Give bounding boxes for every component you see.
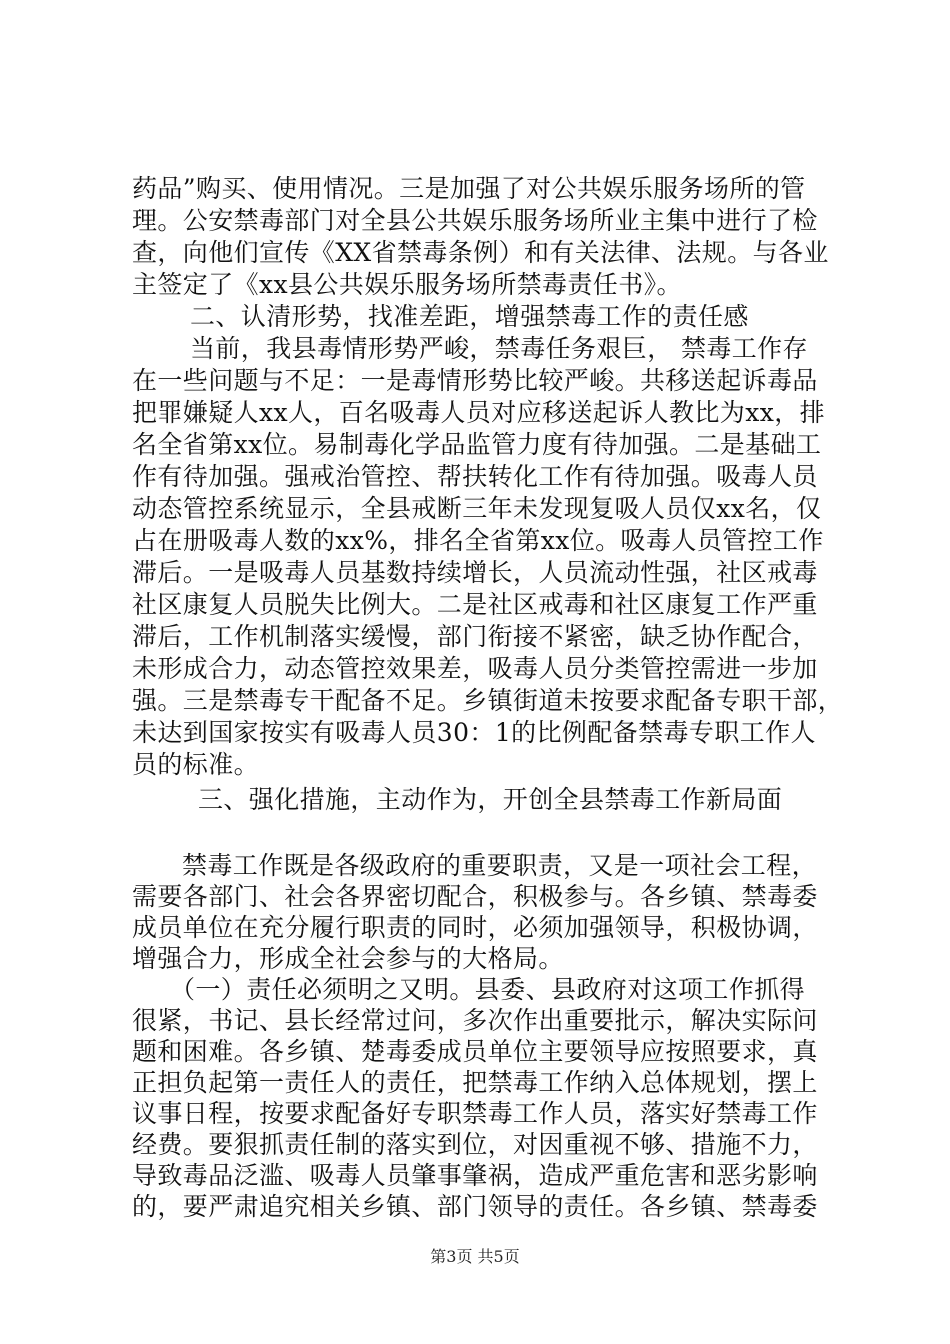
text-line: 在一些问题与不足：一是毒情形势比较严峻。共移送起诉毒品 <box>132 366 818 395</box>
text-line: 经费。要狠抓责任制的落实到位，对因重视不够、措施不力， <box>132 1130 818 1159</box>
text-line: （一）责任必须明之又明。县委、县政府对这项工作抓得 <box>170 975 806 1004</box>
text-line: 药品”购买、使用情况。三是加强了对公共娱乐服务场所的管 <box>132 174 806 203</box>
text-line: 主签定了《xx县公共娱乐服务场所禁毒责任书》。 <box>132 270 682 299</box>
text-line: 未达到国家按实有吸毒人员30：1的比例配备禁毒专职工作人 <box>132 718 816 747</box>
text-line: 查，向他们宣传《XX省禁毒条例）和有关法律、法规。与各业 <box>132 238 829 267</box>
text-line: 滞后。一是吸毒人员基数持续增长，人员流动性强，社区戒毒 <box>132 558 818 587</box>
text-line: 当前，我县毒情形势严峻，禁毒任务艰巨， 禁毒工作存 <box>190 334 808 363</box>
text-line: 未形成合力，动态管控效果差，吸毒人员分类管控需进一步加 <box>132 654 818 683</box>
text-line: 占在册吸毒人数的xx%，排名全省第xx位。吸毒人员管控工作 <box>132 526 824 555</box>
text-line: 滞后，工作机制落实缓慢，部门衔接不紧密，缺乏协作配合， <box>132 622 818 651</box>
section-heading: 三、强化措施，主动作为，开创全县禁毒工作新局面 <box>198 785 783 814</box>
text-line: 动态管控系统显示，全县戒断三年未发现复吸人员仅xx名，仅 <box>132 494 822 523</box>
text-line: 题和困难。各乡镇、楚毒委成员单位主要领导应按照要求，真 <box>132 1037 818 1066</box>
text-line: 禁毒工作既是各级政府的重要职责，又是一项社会工程， <box>182 851 818 880</box>
text-line: 作有待加强。强戒治管控、帮扶转化工作有待加强。吸毒人员 <box>132 462 818 491</box>
text-line: 议事日程，按要求配备好专职禁毒工作人员，落实好禁毒工作 <box>132 1099 818 1128</box>
text-line: 员的标准。 <box>132 750 260 779</box>
text-line: 需要各部门、社会各界密切配合，积极参与。各乡镇、禁毒委 <box>132 882 818 911</box>
text-line: 导致毒品泛滥、吸毒人员肇事肇祸，造成严重危害和恶劣影响 <box>132 1161 818 1190</box>
text-line: 成员单位在充分履行职责的同时，必须加强领导，积极协调， <box>132 913 818 942</box>
text-line: 强。三是禁毒专干配备不足。乡镇街道未按要求配备专职干部， <box>132 686 844 715</box>
text-line: 理。公安禁毒部门对全县公共娱乐服务场所业主集中进行了检 <box>132 206 818 235</box>
text-line: 的，要严肃追究相关乡镇、部门领导的责任。各乡镇、禁毒委 <box>132 1192 818 1221</box>
text-line: 社区康复人员脱失比例大。二是社区戒毒和社区康复工作严重 <box>132 590 818 619</box>
text-line: 正担负起第一责任人的责任，把禁毒工作纳入总体规划，摆上 <box>132 1068 818 1097</box>
text-line: 名全省第xx位。易制毒化学品监管力度有待加强。二是基础工 <box>132 430 822 459</box>
text-line: 增强合力，形成全社会参与的大格局。 <box>132 944 564 973</box>
text-line: 把罪嫌疑人xx人，百名吸毒人员对应移送起诉人教比为xx，排 <box>132 398 825 427</box>
section-heading: 二、认清形势，找准差距，增强禁毒工作的责任感 <box>190 302 749 331</box>
text-line: 很紧，书记、县长经常过问，多次作出重要批示，解决实际问 <box>132 1006 818 1035</box>
page-number: 第3页 共5页 <box>430 1247 520 1266</box>
